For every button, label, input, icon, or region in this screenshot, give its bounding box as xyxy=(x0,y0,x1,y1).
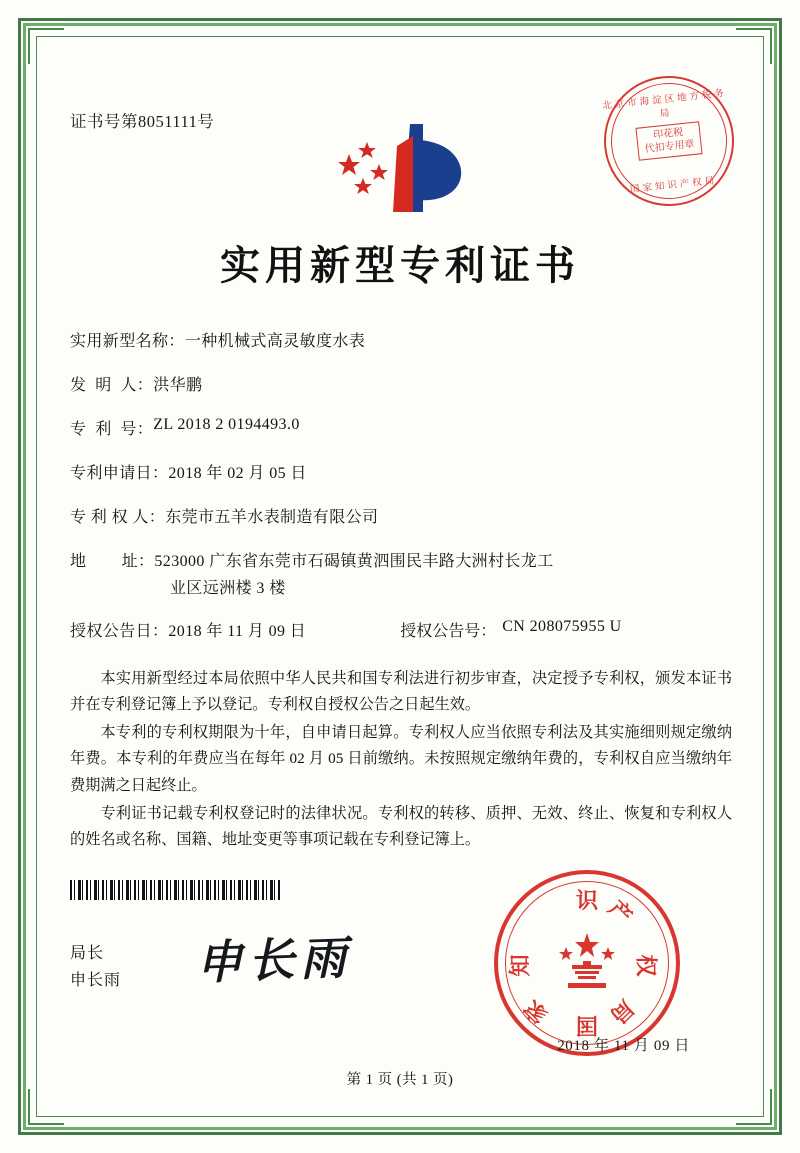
field-value: ZL 2018 2 0194493.0 xyxy=(153,416,300,433)
national-emblem-icon xyxy=(550,931,624,995)
field-value-address-line2: 业区远洲楼 3 楼 xyxy=(170,580,286,597)
field-value-grant-date: 2018 年 11 月 09 日 xyxy=(168,623,307,640)
field-label: 专 利 号： xyxy=(70,421,154,438)
field-label-grant-date: 授权公告日： xyxy=(70,623,169,640)
handwritten-signature: 申长雨 xyxy=(195,930,353,990)
seal-char-2: 产 xyxy=(603,895,637,929)
certificate-content xyxy=(56,56,744,1097)
field-label: 专利申请日： xyxy=(70,465,169,482)
seal-char-6: 家 xyxy=(519,995,553,1029)
field-row-grant-announcement xyxy=(70,618,734,641)
tax-stamp-arc-bottom: 国家知识产权局 xyxy=(629,176,718,196)
field-value: 东莞市五羊水表制造有限公司 xyxy=(165,509,379,526)
field-list xyxy=(70,328,734,662)
field-row-address-line1 xyxy=(70,548,734,571)
tax-stamp-center-line1: 印花税 xyxy=(652,127,684,142)
page-title: 实用新型专利证书 xyxy=(220,243,580,288)
field-label-grant-number: 授权公告号： xyxy=(400,623,497,640)
field-row-patentee xyxy=(70,504,734,527)
field-value-grant-number: CN 208075955 U xyxy=(502,618,622,635)
seal-char-7: 知 xyxy=(507,954,533,977)
page-footer: 第 1 页 (共 1 页) xyxy=(346,1072,454,1088)
field-label: 专 利 权 人： xyxy=(70,509,166,526)
field-value: 洪华鹏 xyxy=(153,377,203,394)
field-row-application-date xyxy=(70,460,734,483)
seal-date: 2018 年 11 月 09 日 xyxy=(557,1038,690,1054)
field-value: 一种机械式高灵敏度水表 xyxy=(184,333,366,350)
legal-paragraph-1: 本实用新型经过本局依照中华人民共和国专利法进行初步审查，决定授予专利权，颁发本证书并在专利登记簿上予以登记。专利权自授权公告之日起生效。 xyxy=(70,670,732,714)
field-row-invention-name xyxy=(70,328,734,351)
field-label: 发 明 人： xyxy=(70,377,154,394)
seal-char-4: 局 xyxy=(605,995,639,1029)
field-row-patent-number xyxy=(70,416,734,439)
legal-paragraph-2: 本专利的专利权期限为十年，自申请日起算。专利权人应当依照专利法及其实施细则规定缴纳年费。本专利的年费应当在每年 02 月 05 日前缴纳。未按照规定缴纳年费的，专利权自应当缴纳年费期满之日起终止。 xyxy=(70,724,732,794)
seal-char-1: 识 xyxy=(575,888,598,913)
tax-stamp-center-line2: 代扣专用章 xyxy=(644,138,696,155)
tax-stamp-seal xyxy=(598,70,741,213)
director-name: 申长雨 xyxy=(70,972,122,990)
barcode xyxy=(70,880,282,900)
tax-stamp-arc-top: 北京市海淀区地方税务局 xyxy=(602,88,728,120)
legal-paragraph-3: 专利证书记载专利权登记时的法律状况。专利权的转移、质押、无效、终止、恢复和专利权人的姓名或名称、国籍、地址变更等事项记载在专利登记簿上。 xyxy=(70,804,732,848)
field-row-address xyxy=(70,548,734,598)
official-seal xyxy=(494,870,680,1056)
field-row-inventor xyxy=(70,372,734,395)
legal-text-block xyxy=(70,666,732,855)
certificate-number: 证书号第8051111号 xyxy=(70,112,215,131)
seal-char-3: 权 xyxy=(633,954,659,977)
tax-stamp-center xyxy=(635,121,702,161)
field-value: 2018 年 02 月 05 日 xyxy=(168,465,307,482)
field-value: 523000 广东省东莞市石碣镇黄泗围民丰路大洲村长龙工 xyxy=(154,553,554,570)
director-signature-block xyxy=(70,940,121,994)
director-title: 局长 xyxy=(70,945,105,962)
field-label: 地 址： xyxy=(70,553,155,570)
field-label: 实用新型名称： xyxy=(70,333,185,350)
cnipa-logo-icon xyxy=(315,116,485,226)
seal-char-5: 国 xyxy=(576,1013,599,1038)
